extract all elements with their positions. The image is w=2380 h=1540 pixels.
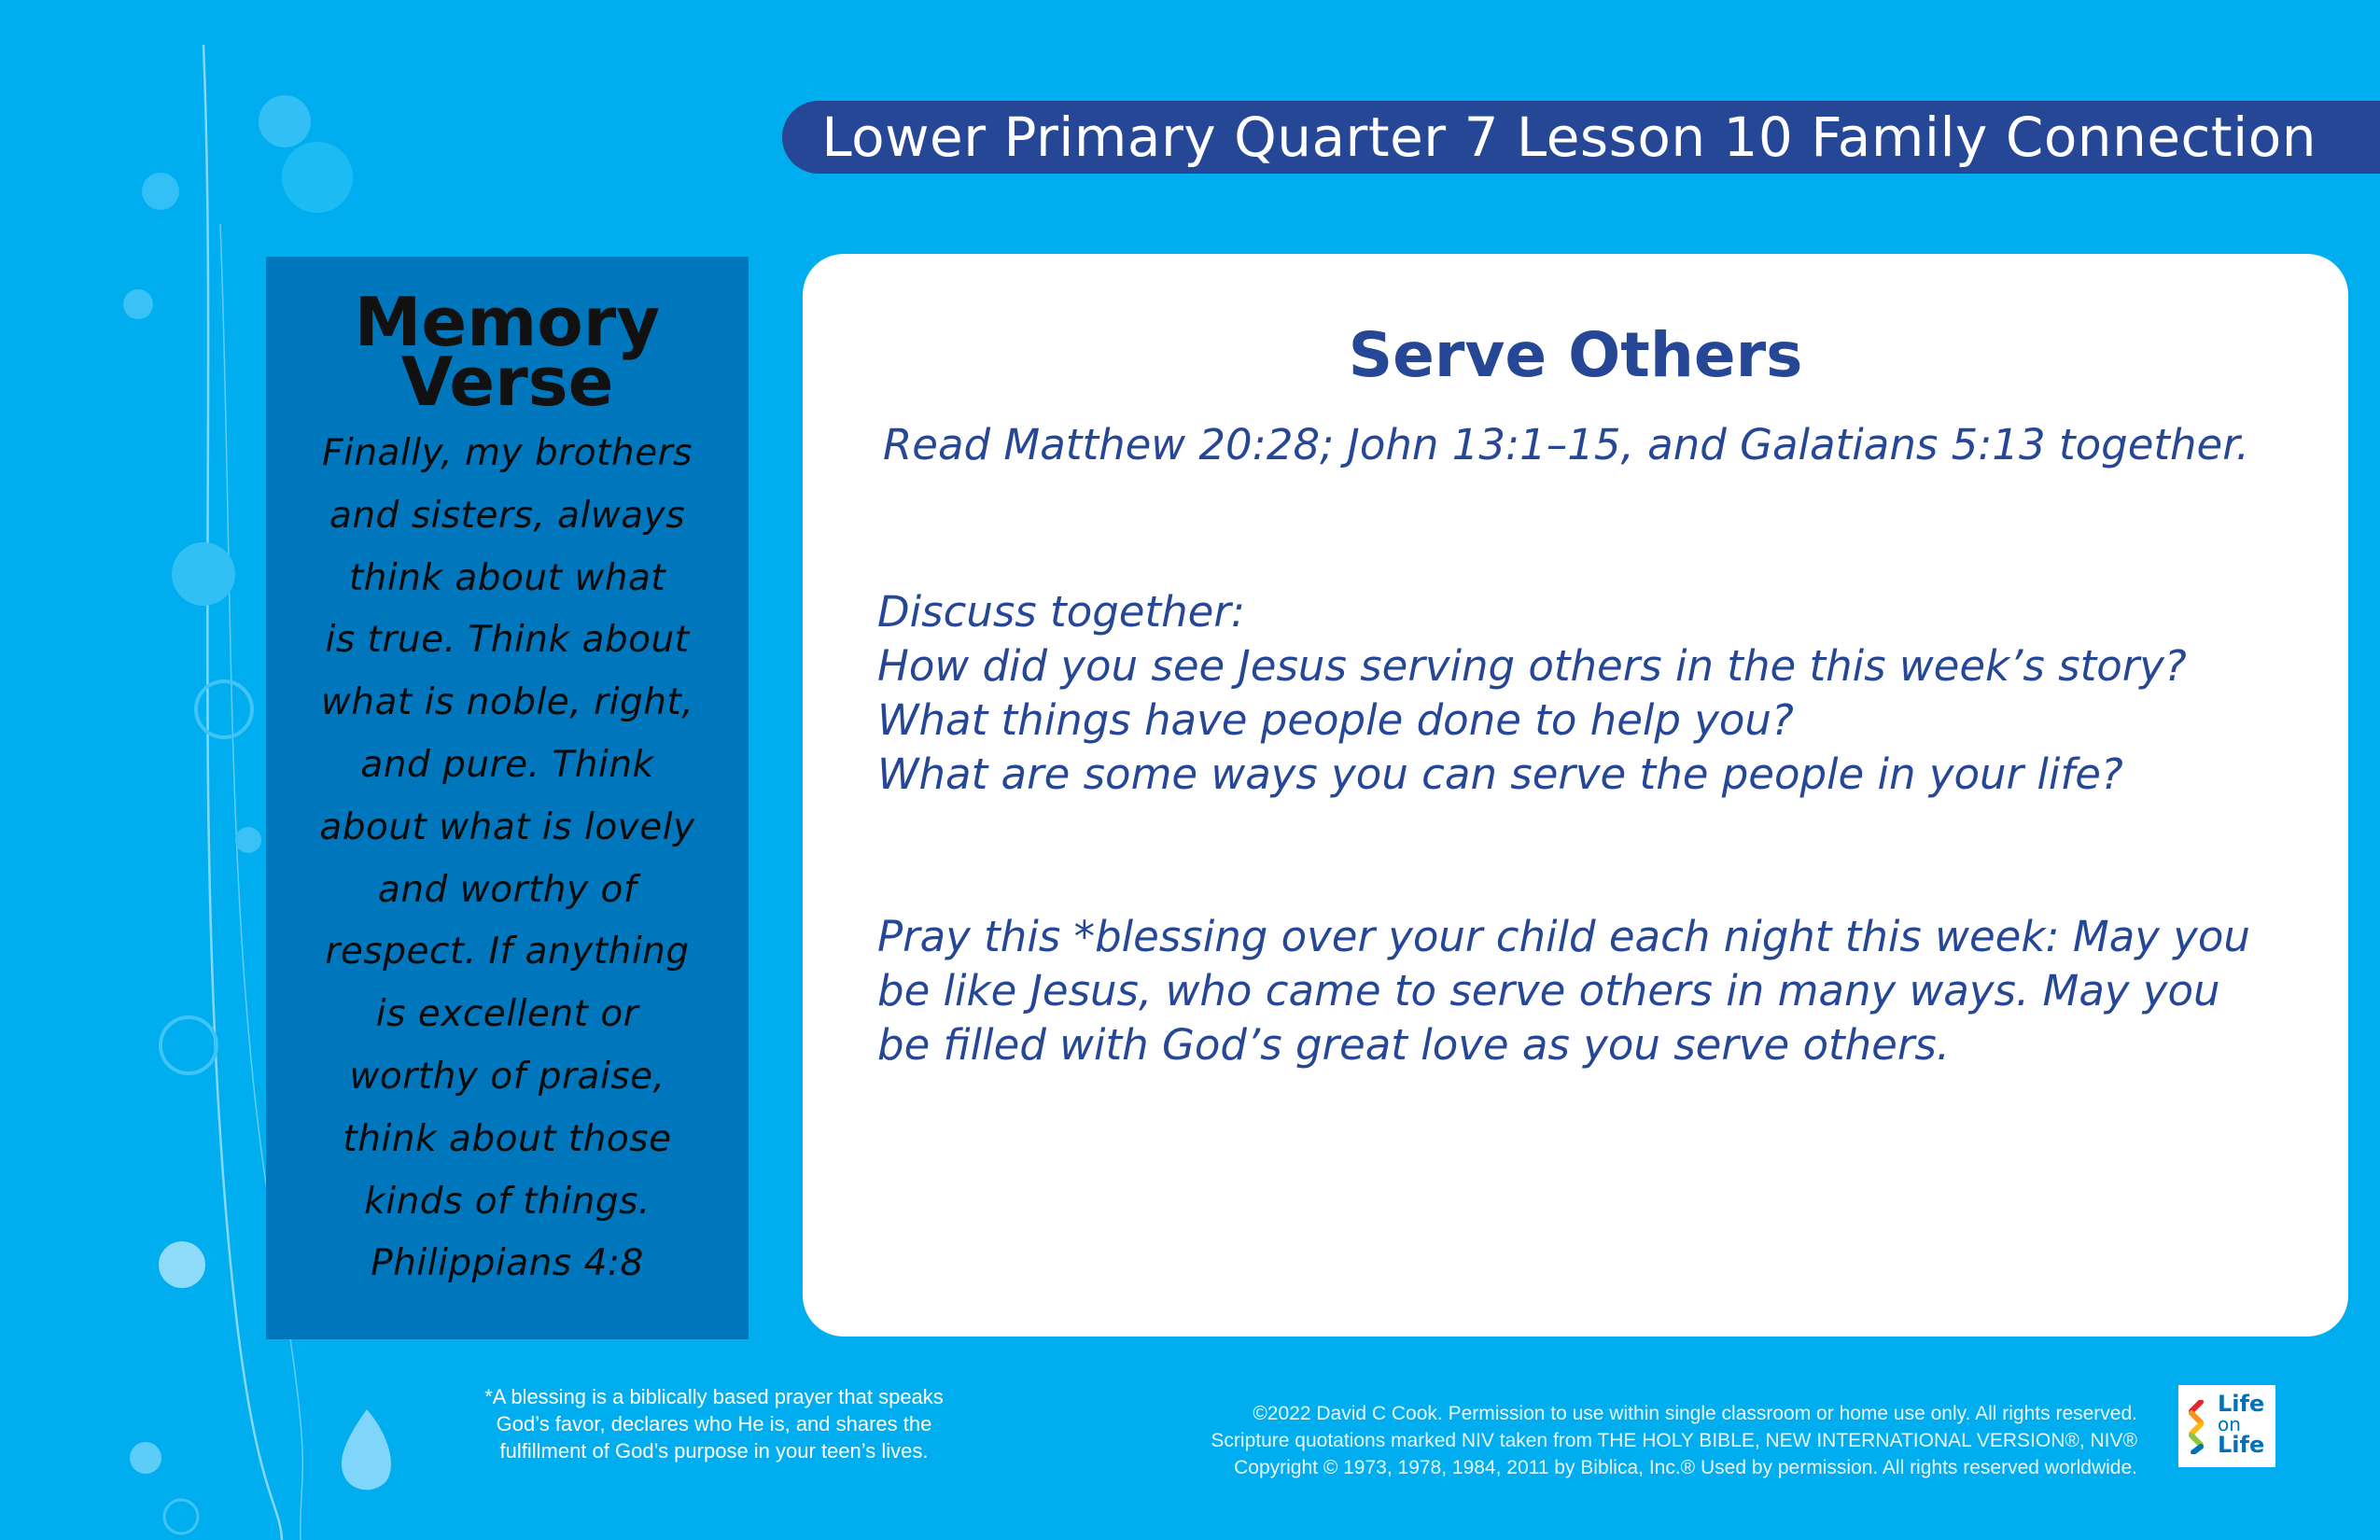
copyright-line: ©2022 David C Cook. Permission to use within single classroom or home use only. All rights reserved.: [1253, 1403, 2137, 1424]
page-title: Lower Primary Quarter 7 Lesson 10 Family Connection: [821, 105, 2317, 169]
verse-line: kinds of things.: [364, 1180, 651, 1223]
copyright-line: Copyright © 1973, 1978, 1984, 2011 by Biblica, Inc.® Used by permission. All rights reserved worldwide.: [1234, 1457, 2137, 1478]
lesson-card: [803, 254, 2348, 1337]
verse-line: Finally, my brothers: [322, 432, 693, 474]
footnote-line: *A blessing is a biblically based prayer that speaks: [484, 1385, 944, 1408]
verse-line: and pure. Think: [360, 743, 654, 786]
footnote-line: fulfillment of God’s purpose in your teen’s lives.: [499, 1439, 929, 1463]
verse-line: respect. If anything: [325, 931, 690, 973]
copyright-notice: [1055, 1400, 2137, 1481]
logo-word: Life: [2218, 1391, 2265, 1417]
memory-verse-text: [302, 423, 713, 1295]
memory-verse-panel: [266, 257, 749, 1339]
discussion-question: What are some ways you can serve the people in your life?: [877, 749, 2123, 799]
verse-line: think about what: [348, 556, 666, 599]
logo-word: Life: [2218, 1432, 2265, 1458]
card-title: Serve Others: [1348, 319, 1803, 391]
verse-line: think about those: [343, 1117, 672, 1160]
memory-verse-heading-line: Memory: [354, 283, 661, 361]
prayer-blessing: [877, 910, 2250, 1072]
logo-text: [2218, 1393, 2264, 1456]
memory-verse-heading-line: Verse: [400, 343, 614, 421]
verse-line: and sisters, always: [329, 494, 686, 537]
prayer-line: be like Jesus, who came to serve others in many ways. May you: [877, 966, 2220, 1015]
reading-instruction: Read Matthew 20:28; John 13:1–15, and Galatians 5:13 together.: [883, 420, 2249, 469]
copyright-line: Scripture quotations marked NIV taken from THE HOLY BIBLE, NEW INTERNATIONAL VERSION®, NIV®: [1211, 1430, 2137, 1451]
discussion-question: What things have people done to help you?: [877, 695, 1794, 745]
blessing-footnote: [471, 1383, 957, 1464]
verse-line: what is noble, right,: [320, 681, 694, 724]
memory-verse-heading: [266, 283, 749, 421]
verse-reference: Philippians 4:8: [371, 1242, 644, 1285]
header-bar: [782, 101, 2380, 174]
prayer-line: be filled with God’s great love as you serve others.: [877, 1020, 1951, 1070]
discussion-question: How did you see Jesus serving others in the this week’s story?: [877, 641, 2187, 691]
verse-line: is true. Think about: [325, 619, 690, 662]
verse-line: worthy of praise,: [349, 1055, 665, 1098]
footnote-line: God’s favor, declares who He is, and shares the: [496, 1412, 932, 1435]
life-on-life-logo: [2178, 1385, 2275, 1467]
discussion-heading: Discuss together:: [877, 587, 1245, 637]
discussion-questions: [877, 585, 2187, 802]
verse-line: is excellent or: [375, 993, 639, 1036]
prayer-line: Pray this *blessing over your child each night this week: May you: [877, 912, 2250, 961]
logo-word: on: [2218, 1413, 2241, 1435]
verse-line: about what is lovely: [319, 805, 695, 848]
verse-line: and worthy of: [377, 868, 637, 911]
logo-marks-icon: [2186, 1400, 2206, 1454]
